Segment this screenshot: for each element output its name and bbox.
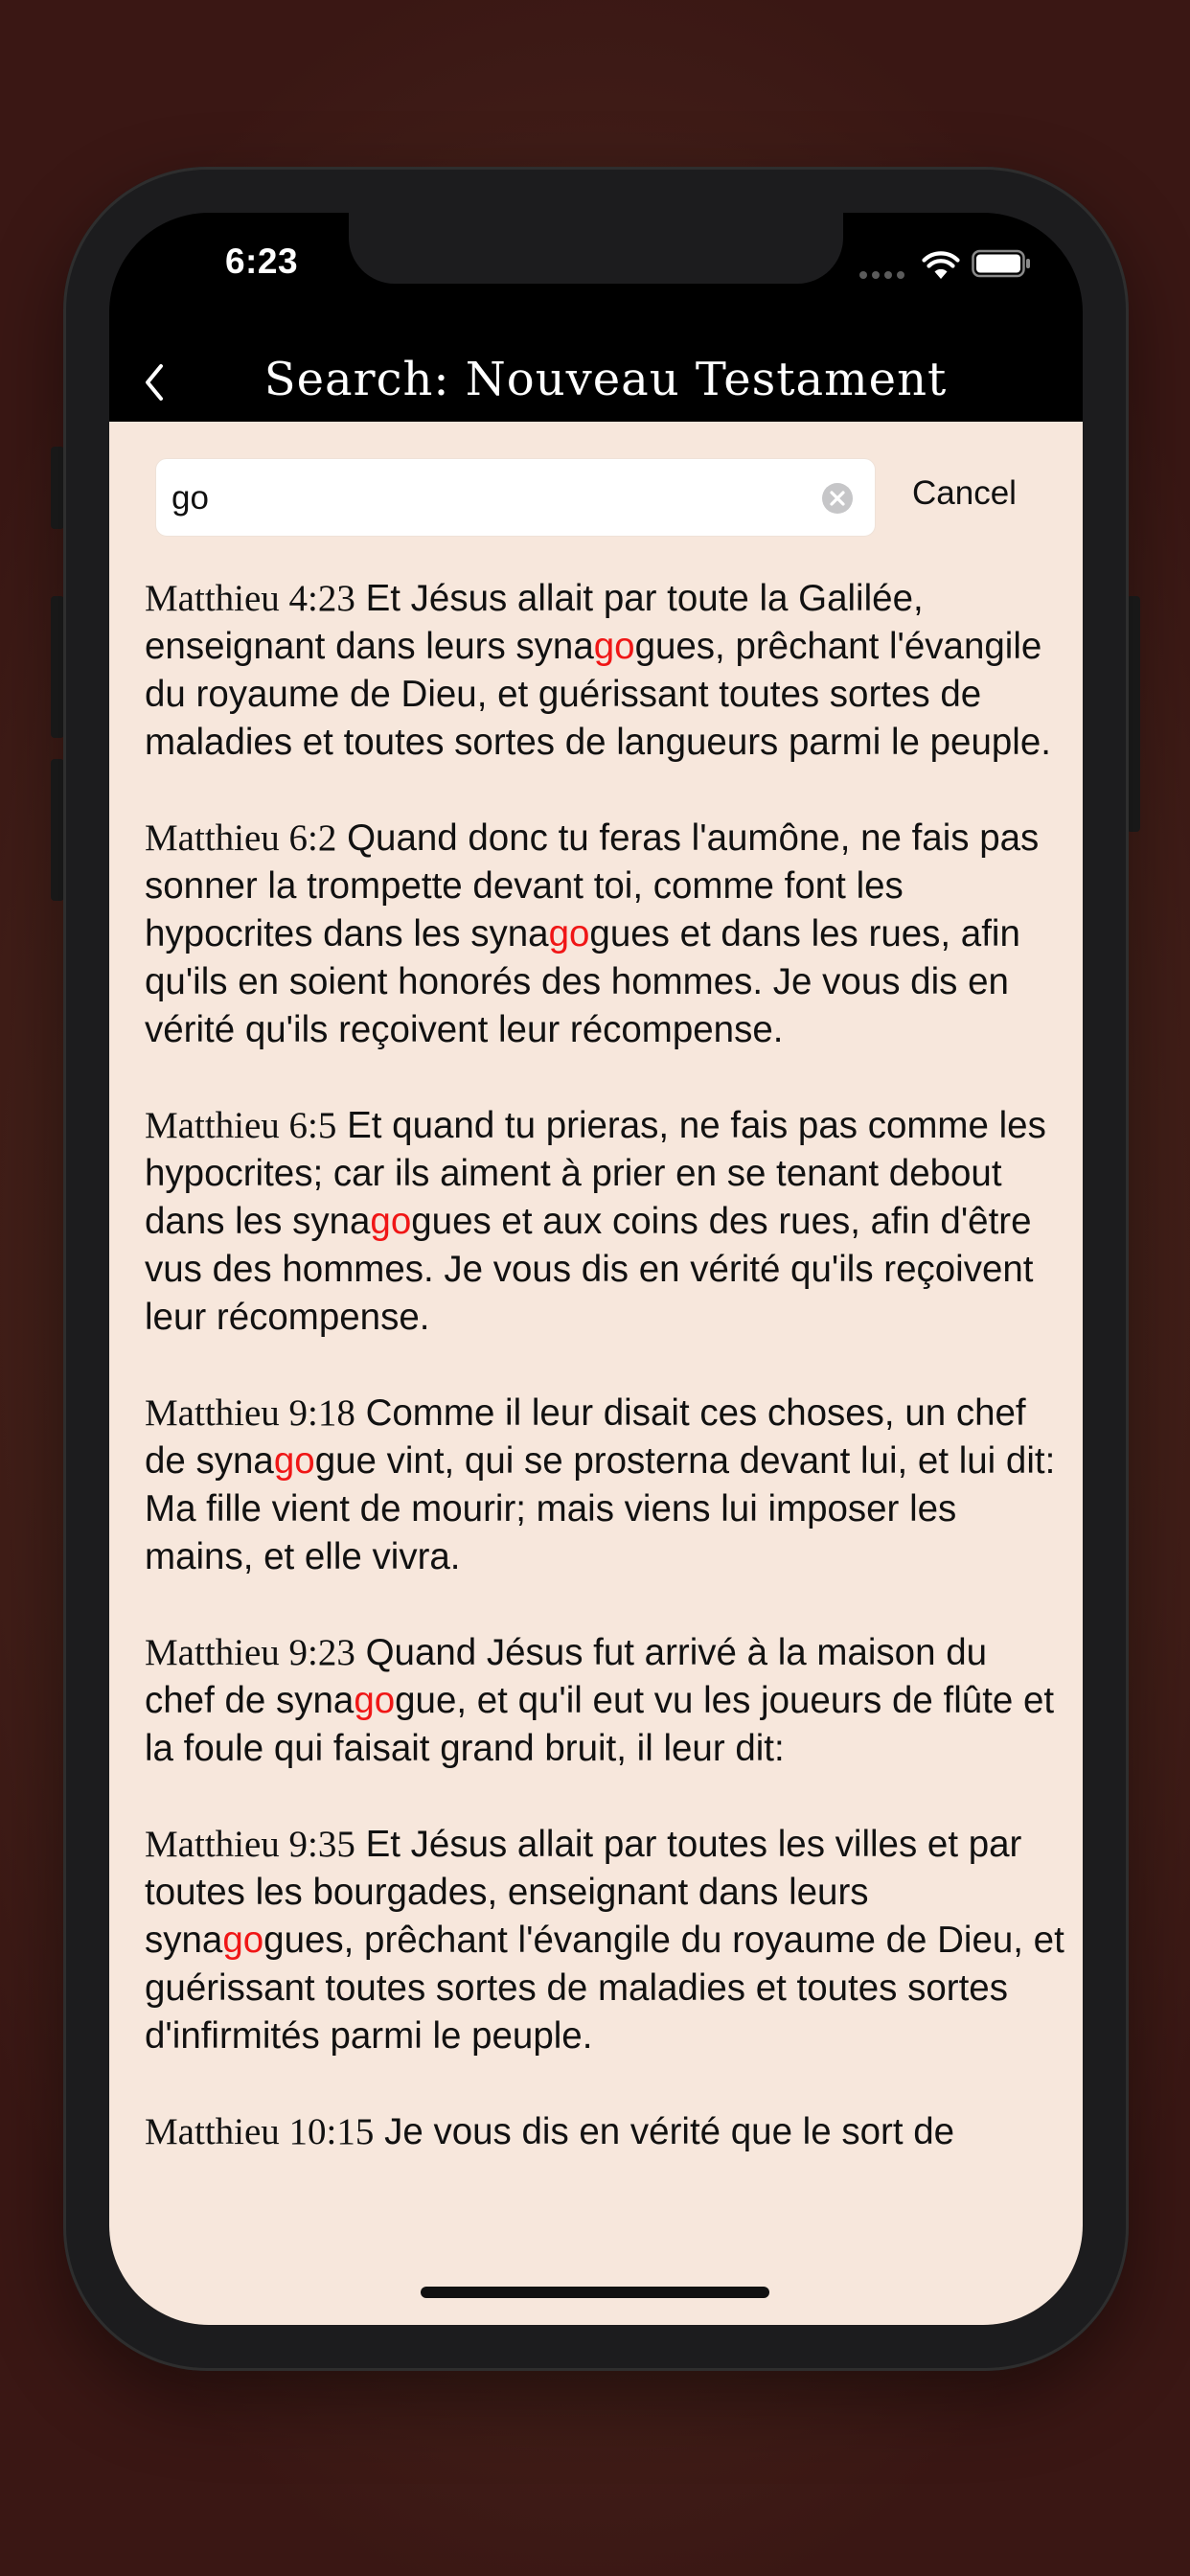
search-input[interactable] [172,479,785,518]
verse-text: Quand Jésus fut arrivé à la maison du chef de syna [145,1632,988,1721]
match-highlight: go [370,1201,412,1242]
cancel-button[interactable]: Cancel [912,474,1017,512]
result-item[interactable] [145,815,1064,1054]
verse-reference: Matthieu 9:23 [145,1632,355,1673]
search-results-view [109,422,1083,2325]
match-highlight: go [222,1920,264,1961]
power-button [1127,596,1140,832]
verse-reference: Matthieu 9:18 [145,1392,355,1434]
verse-text: Et quand tu prieras, ne fais pas comme les hypocrites; car ils aiment à prier en se tenant debout dans les syna [145,1105,1046,1242]
result-item[interactable] [145,1821,1064,2060]
match-highlight: go [548,913,590,954]
result-item[interactable] [145,2108,1064,2156]
verse-text: gues et aux coins des rues, afin d'être vus des hommes. Je vous dis en vérité qu'ils reçoivent leur récompense. [145,1201,1034,1338]
verse-text: gue, et qu'il eut vu les joueurs de flûte et la foule qui faisait grand bruit, il leur dit: [145,1680,1055,1769]
result-item[interactable] [145,1102,1064,1342]
verse-text: gues et dans les rues, afin qu'ils en soient honorés des hommes. Je vous dis en vérité qu'ils reçoivent leur récompense. [145,913,1020,1050]
notch [349,213,843,284]
verse-reference: Matthieu 4:23 [145,578,355,619]
verse-text: Quand donc tu feras l'aumône, ne fais pas sonner la trompette devant toi, comme font les hypocrites dans les syna [145,817,1040,954]
verse-text: Et Jésus allait par toute la Galilée, enseignant dans leurs syna [145,578,924,667]
result-item[interactable] [145,1390,1064,1581]
results-list [145,575,1064,2252]
page-title: Search: Nouveau Testament [263,353,948,406]
wifi-icon [922,251,960,280]
phone-frame [63,167,1129,2371]
clear-circle-icon[interactable] [821,482,854,515]
verse-text: Et Jésus allait par toutes les villes et par toutes les bourgades, enseignant dans leurs syna [145,1824,1022,1961]
status-time: 6:23 [224,242,299,281]
verse-text: gue vint, qui se prosterna devant lui, et lui dit: Ma fille vient de mourir; mais viens lui imposer les mains, et elle vivra. [145,1440,1056,1577]
match-highlight: go [273,1440,315,1482]
mute-switch [51,447,64,529]
battery-icon [972,249,1031,278]
verse-reference: Matthieu 10:15 [145,2111,375,2152]
verse-text: Je vous dis en vérité que le sort de [384,2111,955,2152]
volume-down-button [51,759,64,901]
result-item[interactable] [145,575,1064,767]
verse-reference: Matthieu 6:5 [145,1105,337,1146]
match-highlight: go [354,1680,396,1721]
home-indicator [421,2287,769,2298]
verse-text: gues, prêchant l'évangile du royaume de Dieu, et guérissant toutes sortes de maladies et toutes sortes de langueurs parmi le peuple. [145,626,1051,763]
verse-reference: Matthieu 9:35 [145,1824,355,1865]
cellular-signal-icon [859,271,904,279]
verse-reference: Matthieu 6:2 [145,817,337,859]
verse-text: Comme il leur disait ces choses, un chef de syna [145,1392,1026,1482]
chevron-left-icon [128,347,186,414]
search-field[interactable] [155,458,876,537]
back-button[interactable] [128,347,186,414]
navigation-bar [109,337,1083,424]
result-item[interactable] [145,1629,1064,1773]
match-highlight: go [593,626,635,667]
volume-up-button [51,596,64,738]
phone-screen [109,213,1083,2325]
verse-text: gues, prêchant l'évangile du royaume de Dieu, et guérissant toutes sortes de maladies et toutes sortes d'infirmités parmi le peuple. [145,1920,1064,2057]
